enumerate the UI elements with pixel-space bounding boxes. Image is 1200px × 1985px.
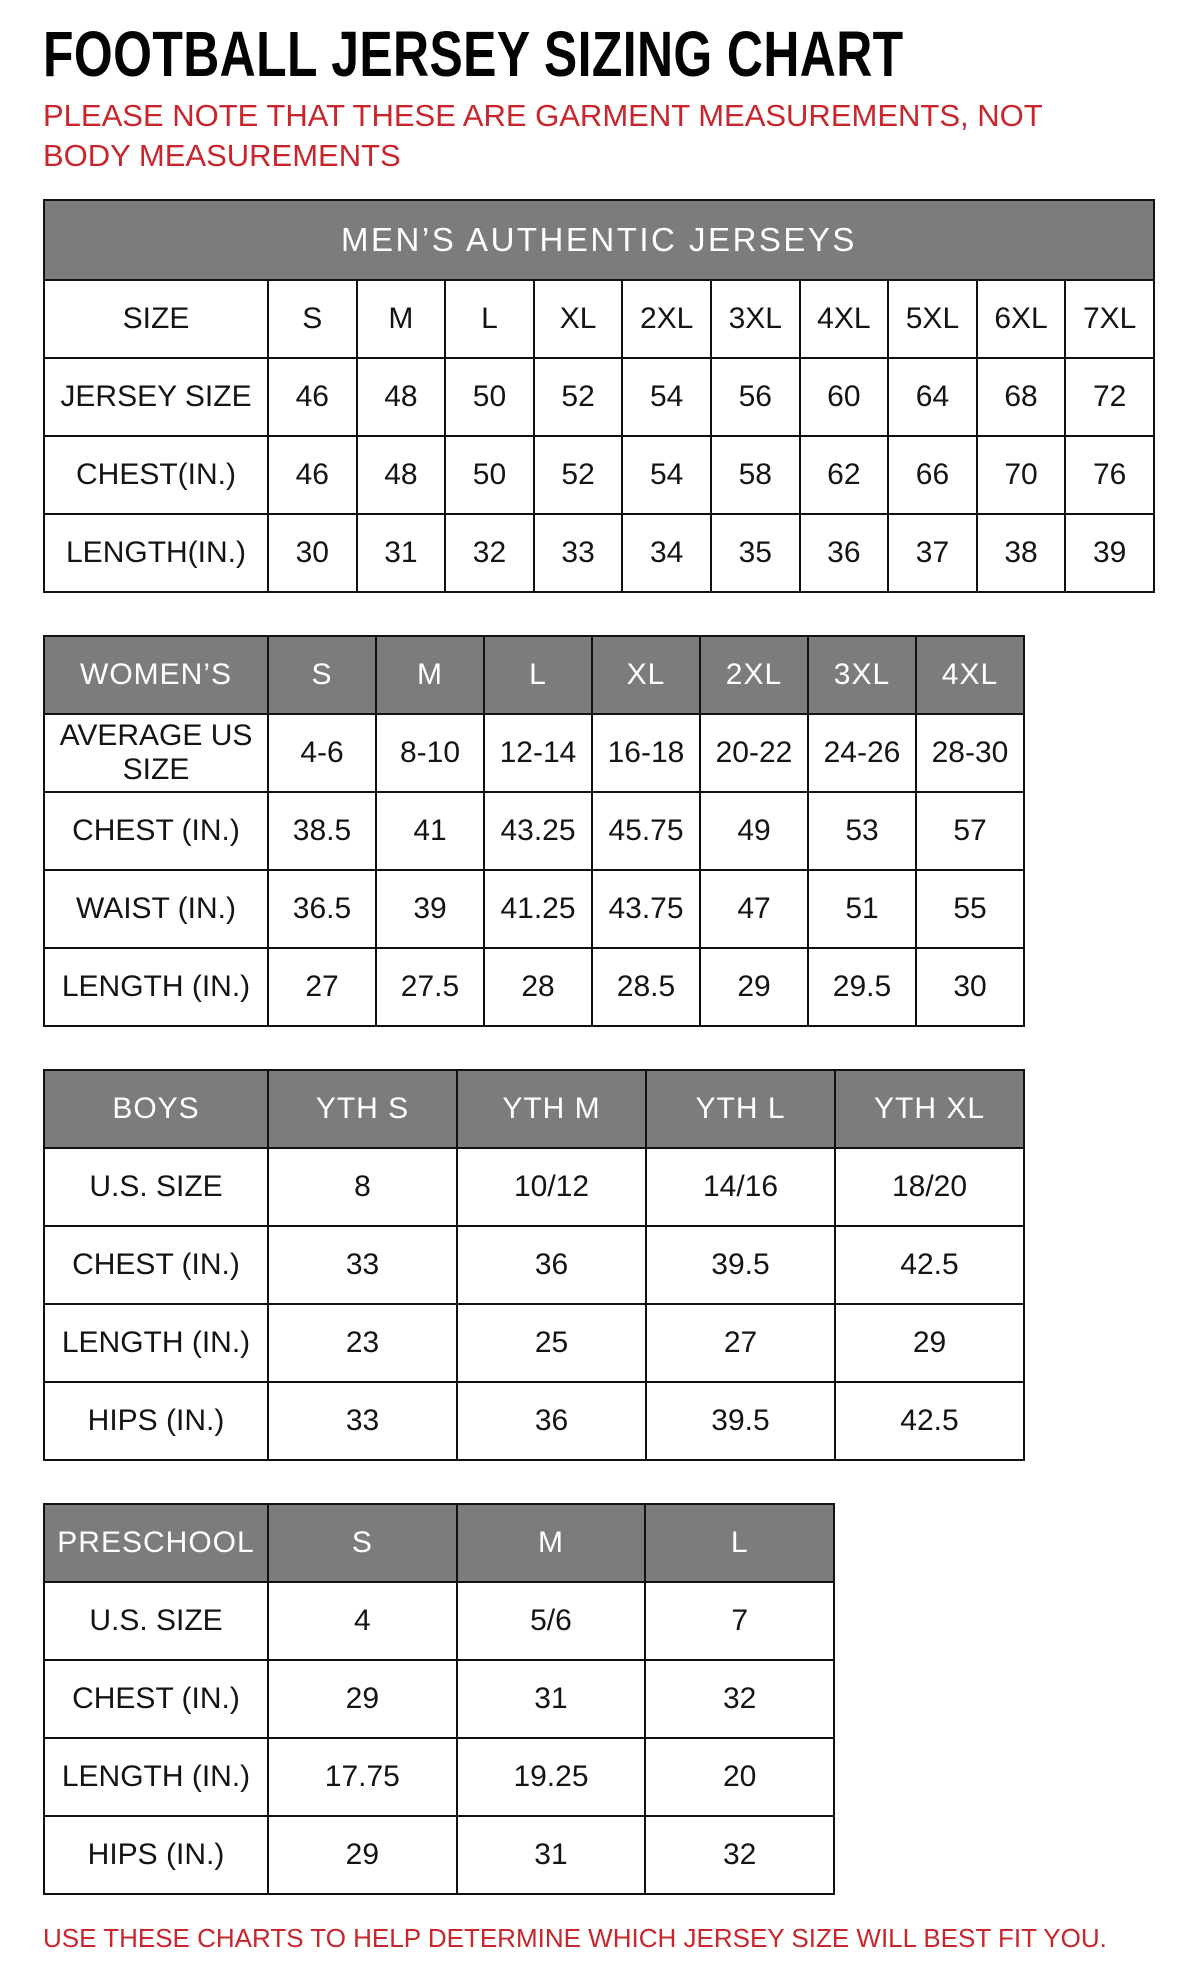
womens-row-1	[44, 792, 1024, 870]
womens-table-holder	[43, 635, 1160, 1027]
table-cell: 70	[977, 436, 1066, 514]
row-label: U.S. SIZE	[44, 1148, 268, 1226]
row-label: AVERAGE US SIZE	[44, 714, 268, 792]
table-cell: 38.5	[268, 792, 376, 870]
table-cell: 24-26	[808, 714, 916, 792]
table-cell: 4	[268, 1582, 457, 1660]
table-cell: 33	[268, 1382, 457, 1460]
table-cell: 66	[888, 436, 977, 514]
boys-row-1	[44, 1226, 1024, 1304]
table-cell: 30	[268, 514, 357, 592]
table-cell: 60	[800, 358, 889, 436]
preschool-header-row	[44, 1504, 834, 1582]
table-cell: 46	[268, 358, 357, 436]
column-header: S	[268, 1504, 457, 1582]
table-cell: 4XL	[800, 280, 889, 358]
row-label: WAIST (IN.)	[44, 870, 268, 948]
table-cell: 31	[457, 1660, 646, 1738]
table-cell: 33	[268, 1226, 457, 1304]
fit-advice-note: USE THESE CHARTS TO HELP DETERMINE WHICH JERSEY SIZE WILL BEST FIT YOU.	[43, 1923, 1107, 1954]
table-cell: 29	[268, 1660, 457, 1738]
mens-table-section	[43, 199, 1160, 593]
table-cell: 28-30	[916, 714, 1024, 792]
boys-table-holder	[43, 1069, 1160, 1461]
row-label: LENGTH (IN.)	[44, 948, 268, 1026]
table-cell: 45.75	[592, 792, 700, 870]
table-cell: 58	[711, 436, 800, 514]
table-cell: 2XL	[622, 280, 711, 358]
table-cell: L	[445, 280, 534, 358]
table-cell: 43.75	[592, 870, 700, 948]
table-cell: 4-6	[268, 714, 376, 792]
preschool-header-label: PRESCHOOL	[44, 1504, 268, 1582]
table-cell: 31	[357, 514, 446, 592]
table-cell: 18/20	[835, 1148, 1024, 1226]
table-cell: 42.5	[835, 1382, 1024, 1460]
preschool-sizing-table	[43, 1503, 835, 1895]
table-cell: 38	[977, 514, 1066, 592]
boys-header-row	[44, 1070, 1024, 1148]
table-cell: 5/6	[457, 1582, 646, 1660]
table-cell: 27	[268, 948, 376, 1026]
table-cell: 56	[711, 358, 800, 436]
mens-banner: MEN’S AUTHENTIC JERSEYS	[44, 200, 1154, 280]
womens-table-section	[43, 635, 1160, 1027]
table-cell: 28.5	[592, 948, 700, 1026]
table-cell: 54	[622, 358, 711, 436]
table-cell: 6XL	[977, 280, 1066, 358]
table-cell: 34	[622, 514, 711, 592]
table-cell: 8	[268, 1148, 457, 1226]
row-label: CHEST (IN.)	[44, 792, 268, 870]
column-header: L	[484, 636, 592, 714]
row-label: CHEST(IN.)	[44, 436, 268, 514]
table-cell: 46	[268, 436, 357, 514]
mens-banner-row	[44, 200, 1154, 280]
table-cell: 57	[916, 792, 1024, 870]
table-cell: 62	[800, 436, 889, 514]
table-cell: 36	[457, 1226, 646, 1304]
table-cell: 7XL	[1065, 280, 1154, 358]
table-cell: 27.5	[376, 948, 484, 1026]
womens-header-row	[44, 636, 1024, 714]
table-cell: 41.25	[484, 870, 592, 948]
table-cell: 5XL	[888, 280, 977, 358]
table-cell: 30	[916, 948, 1024, 1026]
column-header: YTH M	[457, 1070, 646, 1148]
row-label: LENGTH (IN.)	[44, 1304, 268, 1382]
table-cell: 50	[445, 436, 534, 514]
table-cell: 29	[700, 948, 808, 1026]
table-cell: 7	[645, 1582, 834, 1660]
preschool-table-section	[43, 1503, 1160, 1895]
table-cell: XL	[534, 280, 623, 358]
table-cell: 25	[457, 1304, 646, 1382]
column-header: 3XL	[808, 636, 916, 714]
womens-sizing-table	[43, 635, 1025, 1027]
mens-sizing-table	[43, 199, 1155, 593]
table-cell: 19.25	[457, 1738, 646, 1816]
womens-row-2	[44, 870, 1024, 948]
table-cell: 48	[357, 436, 446, 514]
row-label: JERSEY SIZE	[44, 358, 268, 436]
row-label: U.S. SIZE	[44, 1582, 268, 1660]
column-header: L	[645, 1504, 834, 1582]
column-header: S	[268, 636, 376, 714]
table-cell: 10/12	[457, 1148, 646, 1226]
preschool-row-2	[44, 1738, 834, 1816]
column-header: YTH S	[268, 1070, 457, 1148]
row-label: LENGTH(IN.)	[44, 514, 268, 592]
mens-row-0	[44, 280, 1154, 358]
table-cell: 14/16	[646, 1148, 835, 1226]
boys-row-3	[44, 1382, 1024, 1460]
table-cell: 72	[1065, 358, 1154, 436]
table-cell: 41	[376, 792, 484, 870]
womens-row-0	[44, 714, 1024, 792]
table-cell: 36	[457, 1382, 646, 1460]
table-cell: 37	[888, 514, 977, 592]
table-cell: 32	[645, 1660, 834, 1738]
table-cell: 20	[645, 1738, 834, 1816]
table-cell: 53	[808, 792, 916, 870]
table-cell: 39	[376, 870, 484, 948]
garment-measurement-note: PLEASE NOTE THAT THESE ARE GARMENT MEASUREMENTS, NOT BODY MEASUREMENTS	[43, 98, 1043, 173]
column-header: XL	[592, 636, 700, 714]
boys-table-section	[43, 1069, 1160, 1461]
boys-row-0	[44, 1148, 1024, 1226]
table-cell: 3XL	[711, 280, 800, 358]
table-cell: 29.5	[808, 948, 916, 1026]
column-header: 2XL	[700, 636, 808, 714]
table-cell: 35	[711, 514, 800, 592]
table-cell: 52	[534, 436, 623, 514]
table-cell: 43.25	[484, 792, 592, 870]
column-header: 4XL	[916, 636, 1024, 714]
table-cell: 64	[888, 358, 977, 436]
mens-row-3	[44, 514, 1154, 592]
womens-row-3	[44, 948, 1024, 1026]
table-cell: 68	[977, 358, 1066, 436]
table-cell: S	[268, 280, 357, 358]
table-cell: 17.75	[268, 1738, 457, 1816]
boys-sizing-table	[43, 1069, 1025, 1461]
mens-row-1	[44, 358, 1154, 436]
column-header: M	[457, 1504, 646, 1582]
row-label: SIZE	[44, 280, 268, 358]
table-cell: 47	[700, 870, 808, 948]
boys-header-label: BOYS	[44, 1070, 268, 1148]
table-cell: 32	[445, 514, 534, 592]
row-label: LENGTH (IN.)	[44, 1738, 268, 1816]
boys-row-2	[44, 1304, 1024, 1382]
table-cell: 28	[484, 948, 592, 1026]
mens-table-holder	[43, 199, 1160, 593]
table-cell: 23	[268, 1304, 457, 1382]
row-label: HIPS (IN.)	[44, 1816, 268, 1894]
table-cell: 52	[534, 358, 623, 436]
column-header: M	[376, 636, 484, 714]
preschool-row-1	[44, 1660, 834, 1738]
table-cell: 48	[357, 358, 446, 436]
column-header: YTH XL	[835, 1070, 1024, 1148]
table-cell: 36	[800, 514, 889, 592]
table-cell: 76	[1065, 436, 1154, 514]
table-cell: 49	[700, 792, 808, 870]
preschool-table-holder	[43, 1503, 1160, 1895]
table-cell: 27	[646, 1304, 835, 1382]
preschool-row-0	[44, 1582, 834, 1660]
table-cell: 36.5	[268, 870, 376, 948]
table-cell: 39	[1065, 514, 1154, 592]
table-cell: 39.5	[646, 1226, 835, 1304]
table-cell: 31	[457, 1816, 646, 1894]
table-cell: M	[357, 280, 446, 358]
table-cell: 51	[808, 870, 916, 948]
womens-header-label: WOMEN’S	[44, 636, 268, 714]
table-cell: 32	[645, 1816, 834, 1894]
row-label: CHEST (IN.)	[44, 1226, 268, 1304]
row-label: CHEST (IN.)	[44, 1660, 268, 1738]
table-cell: 16-18	[592, 714, 700, 792]
mens-row-2	[44, 436, 1154, 514]
table-cell: 29	[835, 1304, 1024, 1382]
table-cell: 54	[622, 436, 711, 514]
table-cell: 55	[916, 870, 1024, 948]
row-label: HIPS (IN.)	[44, 1382, 268, 1460]
table-cell: 8-10	[376, 714, 484, 792]
table-cell: 12-14	[484, 714, 592, 792]
table-cell: 39.5	[646, 1382, 835, 1460]
table-cell: 20-22	[700, 714, 808, 792]
page-title: FOOTBALL JERSEY SIZING CHART	[43, 18, 904, 90]
table-cell: 42.5	[835, 1226, 1024, 1304]
table-cell: 33	[534, 514, 623, 592]
table-cell: 50	[445, 358, 534, 436]
table-cell: 29	[268, 1816, 457, 1894]
preschool-row-3	[44, 1816, 834, 1894]
column-header: YTH L	[646, 1070, 835, 1148]
